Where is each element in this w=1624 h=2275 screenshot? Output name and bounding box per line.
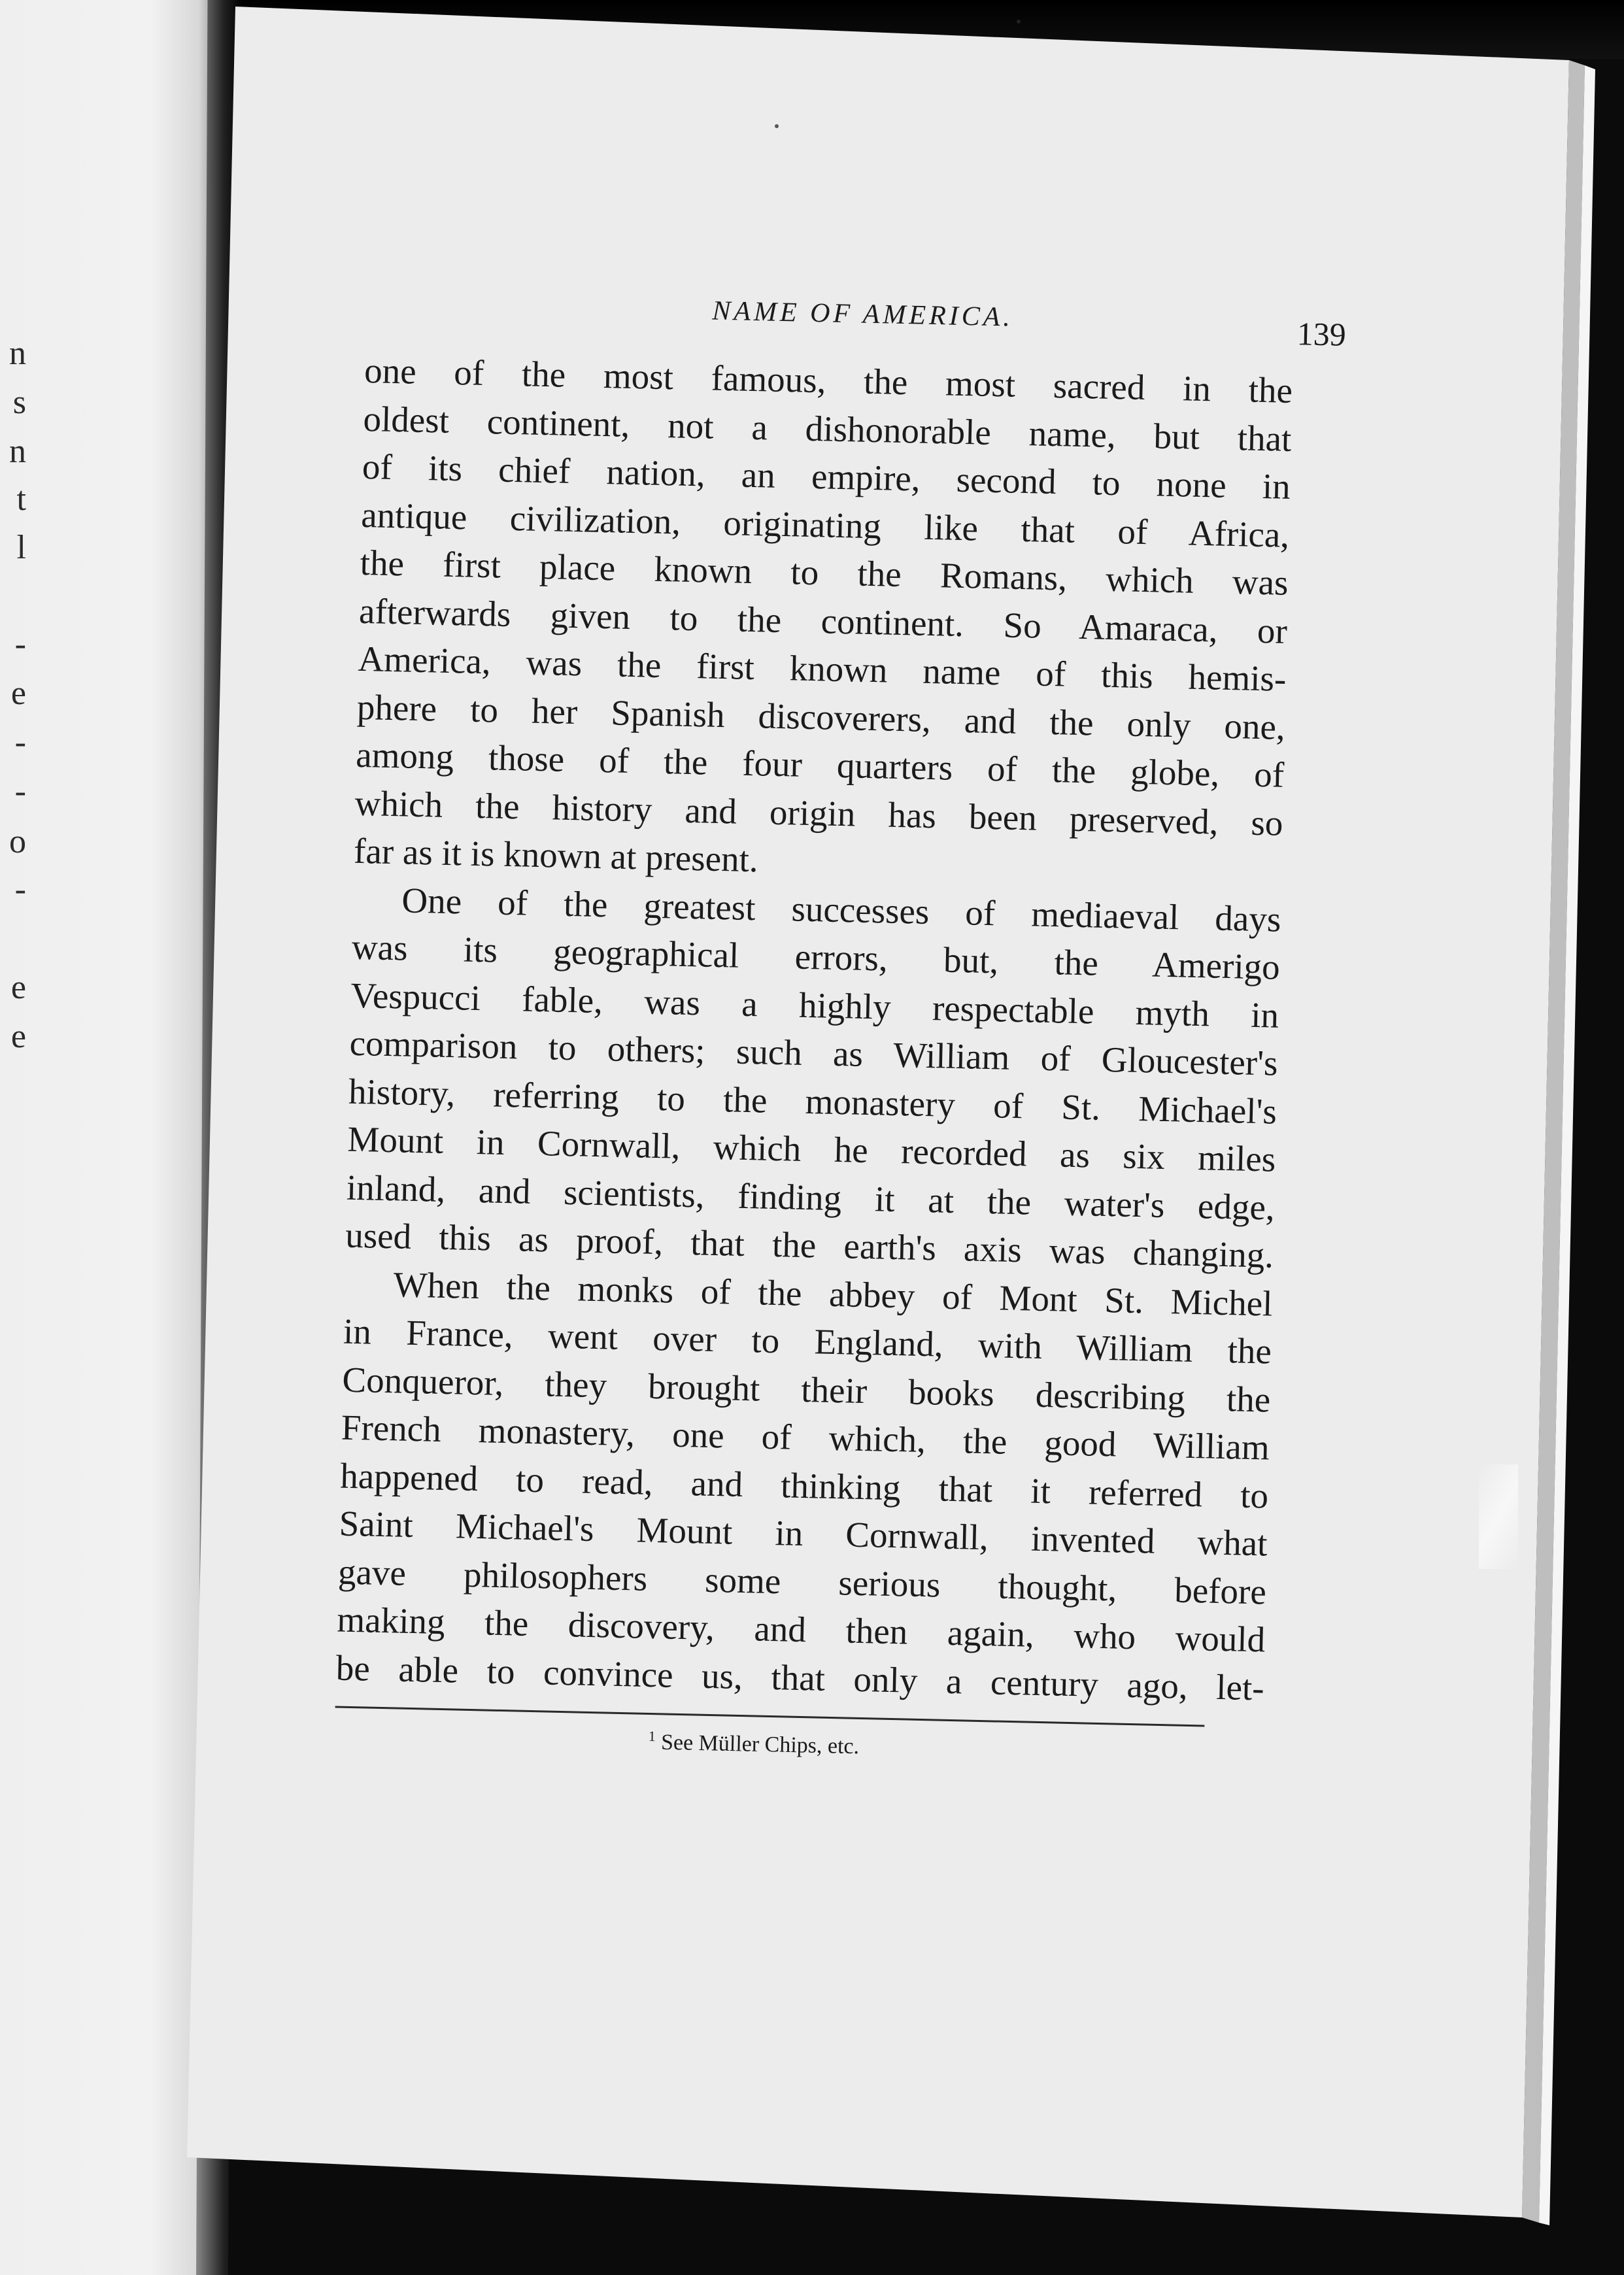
left-page-fragment: o [9,823,26,860]
left-page-fragment: e [10,969,26,1006]
left-page-fragment: t [16,480,26,518]
text-line: gave philosophers some serious thought, before [337,1551,1267,1612]
text-line: far as it is known at present. [353,830,759,880]
text-line: which the history and origin has been preserved, so [354,783,1284,843]
text-line: in France, went over to England, with William the [343,1311,1272,1372]
text-line: Conqueror, they brought their books describing the [341,1359,1271,1420]
text-line: Vespucci fable, was a highly respectable myth in [350,975,1279,1036]
text-line: of its chief nation, an empire, second to none in [362,446,1291,507]
text-line: afterwards given to the continent. So Amaraca, or [358,590,1288,651]
dust-speck [775,124,779,128]
text-line: antique civilization, originating like that of Africa, [360,494,1290,555]
dust-speck [1017,20,1021,24]
left-page-fragment: n [9,335,26,372]
text-line: used this as proof, that the earth's axis was changing. [345,1215,1274,1275]
left-page-fragment: l [16,529,26,566]
left-page-fragment: s [12,384,26,421]
footnote-text: See Müller Chips, etc. [660,1730,860,1759]
text-line: history, referring to the monastery of St. Michael's [348,1071,1277,1132]
left-page-fragment: - [14,626,26,663]
paragraph [353,346,1293,895]
text-line: inland, and scientists, finding it at the water's edge, [346,1167,1276,1228]
running-title: NAME OF AMERICA. [711,295,1014,333]
left-page-fragment: n [9,433,26,470]
paragraph [335,1259,1273,1711]
text-line: phere to her Spanish discoverers, and the only one, [356,686,1286,747]
text-line: among those of the four quarters of the globe, of [355,734,1285,795]
paragraph [345,875,1281,1279]
text-line: oldest continent, not a dishonorable name, but that [362,398,1292,459]
text-line: be able to convince us, that only a century ago, let- [335,1647,1265,1708]
text-line: Mount in Cornwall, which he recorded as six miles [347,1119,1276,1179]
footnote-marker: 1 [648,1727,656,1745]
text-line: One of the greatest successes of mediaeval days [401,879,1281,939]
page-number: 139 [1296,315,1347,353]
left-page [0,0,216,2275]
text-line: When the monks of the abbey of Mont St. Michel [393,1264,1274,1324]
left-page-fragment: e [10,675,26,712]
left-page-fragment: e [10,1018,26,1055]
paper-tear [1479,1464,1518,1569]
text-line: making the discovery, and then again, who would [336,1599,1266,1660]
text-line: Saint Michael's Mount in Cornwall, invented what [339,1503,1268,1564]
text-line: one of the most famous, the most sacred in the [364,350,1293,411]
text-line: happened to read, and thinking that it referred to [339,1455,1269,1516]
left-page-fragment: - [14,724,26,761]
text-line: comparison to others; such as William of Gloucester's [349,1022,1279,1083]
text-line: was its geographical errors, but, the Amerigo [351,926,1281,987]
text-line: the first place known to the Romans, which was [360,542,1289,603]
page-text [334,288,1347,1768]
text-line: French monastery, one of which, the good William [341,1407,1270,1468]
left-page-fragment: - [14,871,26,908]
left-page-fragment: - [14,773,26,810]
text-line: America, was the first known name of this hemis- [357,638,1287,699]
